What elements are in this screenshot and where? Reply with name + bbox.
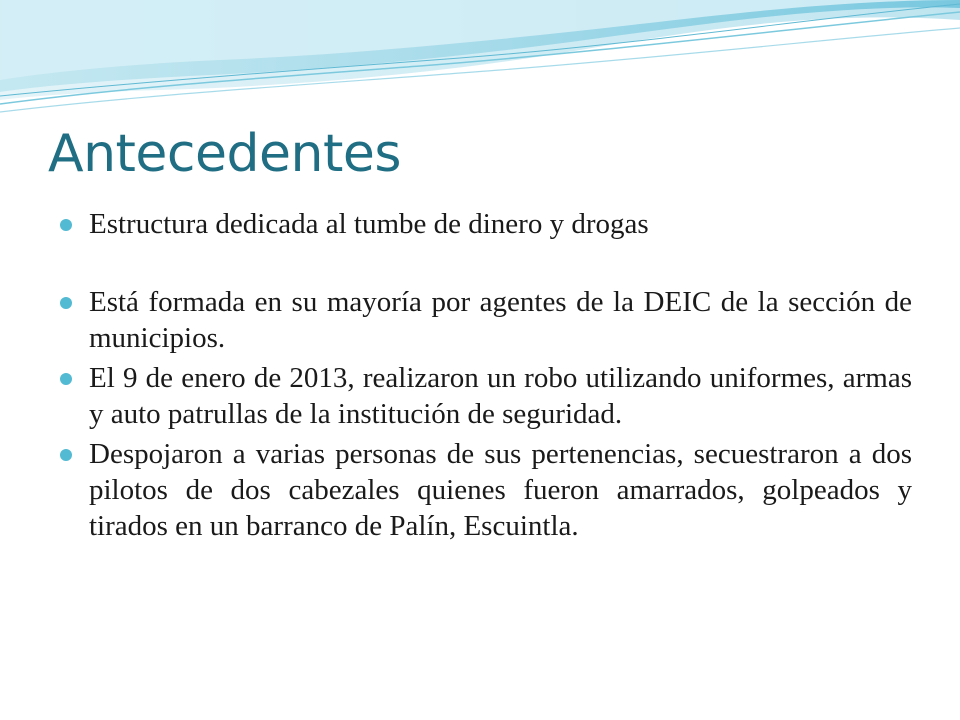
bullet-text: Estructura dedicada al tumbe de dinero y drogas	[89, 208, 649, 240]
bullet-dot-icon	[60, 449, 72, 461]
bullet-item	[60, 436, 912, 544]
bullet-text: Despojaron a varias personas de sus pertenencias, secuestraron a dos pilotos de dos cabezales quienes fueron amarrados, golpeados y tirados en un barranco de Palín, Escuintla.	[89, 438, 912, 542]
bullet-item	[60, 206, 912, 242]
bullet-item	[60, 360, 912, 432]
slide-title: Antecedentes	[48, 124, 401, 184]
wave-header-decoration	[0, 0, 960, 120]
bullet-item	[60, 284, 912, 356]
bullet-list	[60, 206, 912, 548]
bullet-text: El 9 de enero de 2013, realizaron un robo utilizando uniformes, armas y auto patrullas de la institución de seguridad.	[89, 362, 912, 430]
bullet-dot-icon	[60, 297, 72, 309]
bullet-dot-icon	[60, 373, 72, 385]
bullet-dot-icon	[60, 219, 72, 231]
bullet-text: Está formada en su mayoría por agentes de la DEIC de la sección de municipios.	[89, 286, 912, 354]
